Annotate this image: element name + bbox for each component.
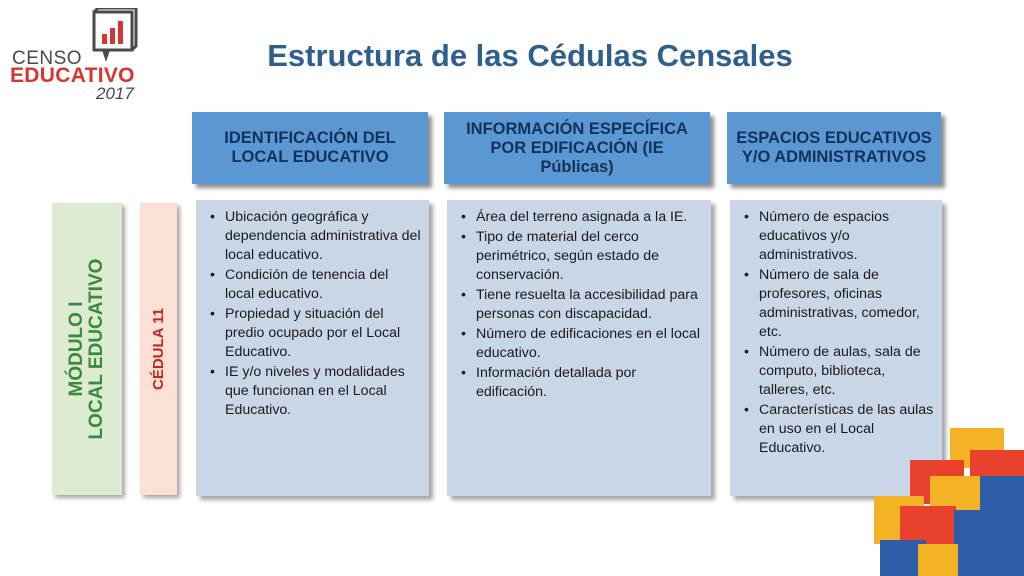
list-item: • Condición de tenencia del local educativo. xyxy=(208,266,421,304)
bullet-list xyxy=(459,208,703,402)
logo-year-text: 2017 xyxy=(96,84,134,103)
module-label-line2: LOCAL EDUCATIVO xyxy=(86,258,107,440)
list-item: • IE y/o niveles y modalidades que funcionan en el Local Educativo. xyxy=(208,363,421,420)
header-espacios xyxy=(727,112,941,184)
page-title: Estructura de las Cédulas Censales xyxy=(267,38,793,73)
bullet-list xyxy=(208,208,421,420)
module-label xyxy=(67,203,107,495)
book-chart-icon xyxy=(90,8,140,66)
list-item: • Propiedad y situación del predio ocupado por el Local Educativo. xyxy=(208,305,421,362)
header-espacios-text: ESPACIOS EDUCATIVOS Y/O ADMINISTRATIVOS xyxy=(736,129,932,166)
panel-identificacion xyxy=(196,200,429,496)
censo-educativo-logo xyxy=(8,6,148,102)
list-item: • Ubicación geográfica y dependencia administrativa del local educativo. xyxy=(208,208,421,265)
module-bar xyxy=(52,203,122,495)
list-item: • Área del terreno asignada a la IE. xyxy=(459,208,703,227)
list-item: • Tiene resuelta la accesibilidad para personas con discapacidad. xyxy=(459,286,703,324)
list-item: • Información detallada por edificación. xyxy=(459,364,703,402)
logo-educativo-text: EDUCATIVO xyxy=(10,64,135,87)
list-item: • Número de sala de profesores, oficinas administrativas, comedor, etc. xyxy=(742,266,934,342)
logo-censo-text: CENSO xyxy=(12,48,83,69)
panel-informacion xyxy=(447,200,711,496)
header-identificacion xyxy=(192,112,428,184)
cedula-label: CÉDULA 11 xyxy=(150,308,167,390)
list-item: • Tipo de material del cerco perimétrico, según estado de conservación. xyxy=(459,228,703,285)
module-label-line1: MÓDULO I xyxy=(66,301,87,397)
header-identificacion-text: IDENTIFICACIÓN DEL LOCAL EDUCATIVO xyxy=(224,129,396,166)
cedula-bar xyxy=(140,203,177,495)
list-item: • Número de espacios educativos y/o administrativos. xyxy=(742,208,934,265)
list-item: • Número de aulas, sala de computo, biblioteca, talleres, etc. xyxy=(742,343,934,400)
header-informacion-text: INFORMACIÓN ESPECÍFICA POR EDIFICACIÓN (IE Públicas) xyxy=(466,119,688,176)
list-item: • Número de edificaciones en el local educativo. xyxy=(459,325,703,363)
header-informacion xyxy=(444,112,710,184)
decorative-corner-blocks xyxy=(870,420,1024,576)
list-item: • Características de las aulas en uso en el Local Educativo. xyxy=(742,401,934,458)
